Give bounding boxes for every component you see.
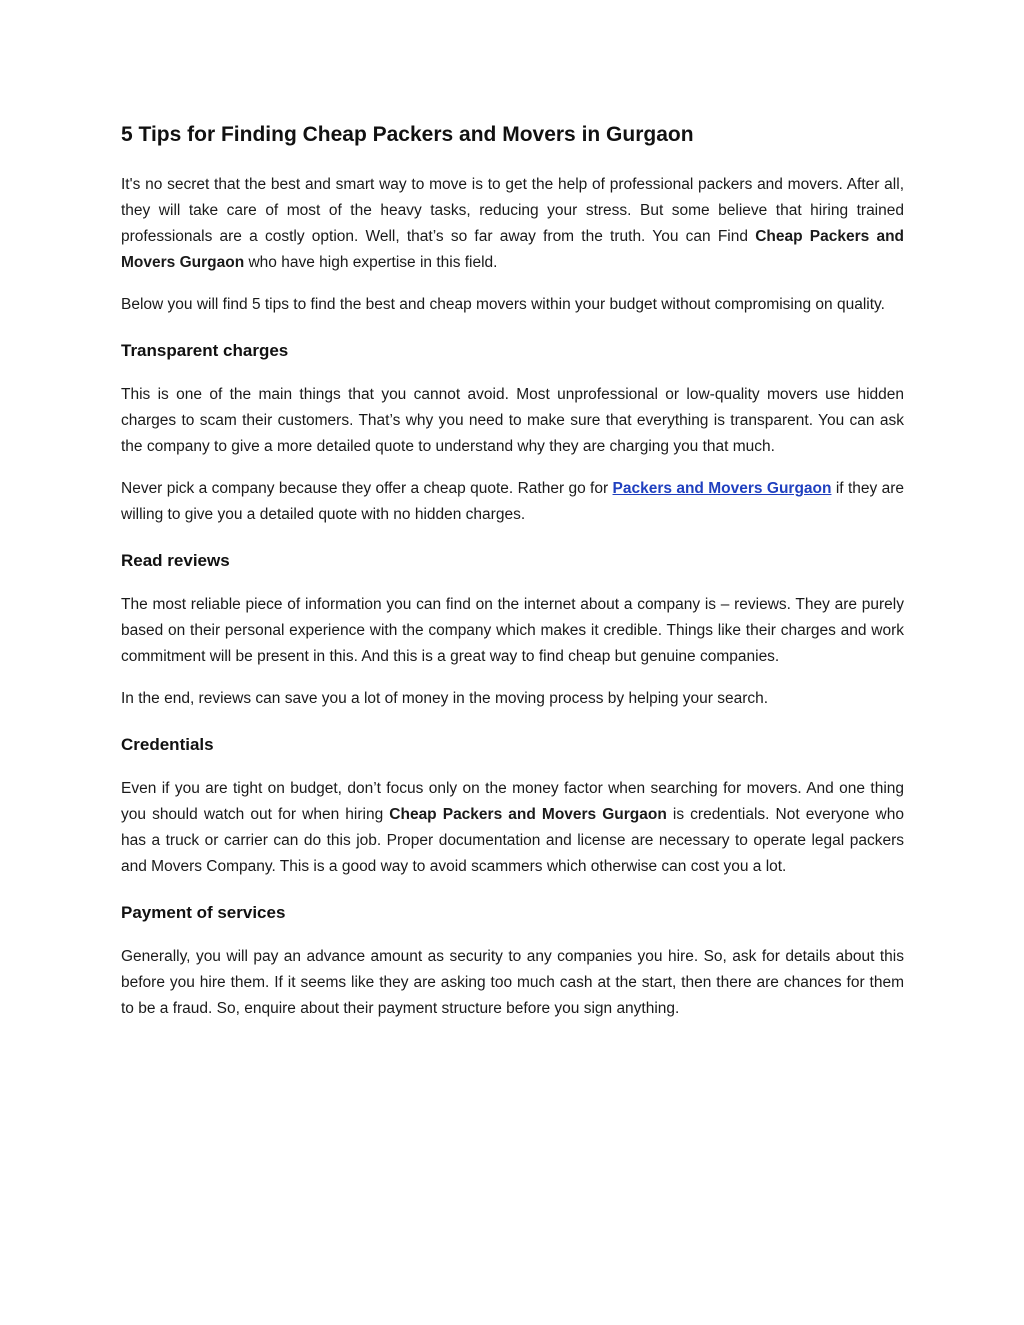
intro-p1-bold-phrase: Cheap Packers and Movers Gurgaon [121,228,905,271]
intro-paragraph-2: Below you will find 5 tips to find the best and cheap movers within your budget without compromising on quality. [121,296,885,313]
section-heading-transparent-charges: Transparent charges [121,341,289,360]
intro-p1-text-after: who have high expertise in this field. [244,254,498,271]
transparent-p2-text-before: Never pick a company because they offer a cheap quote. Rather go for [121,480,613,497]
section-heading-credentials: Credentials [121,735,214,754]
transparent-charges-paragraph-2 [121,476,904,528]
transparent-charges-paragraph-1: This is one of the main things that you cannot avoid. Most unprofessional or low-quality movers use hidden charges to scam their customers. That’s why you need to make sure that everything is transparent. You can ask the company to give a more detailed quote to understand why they are charging you that much. [121,386,904,455]
read-reviews-paragraph-2: In the end, reviews can save you a lot of money in the moving process by helping your search. [121,690,769,707]
credentials-paragraph-1 [121,776,904,880]
credentials-p1-text-after: is credentials. Not everyone who has a truck or carrier can do this job. Proper documentation and license are necessary to operate legal packers and Movers Company. This is a good way to avoid scammers which otherwise can cost you a lot. [121,806,904,875]
payment-of-services-paragraph-1: Generally, you will pay an advance amount as security to any companies you hire. So, ask for details about this before you hire them. If it seems like they are asking too much cash at the start, then there are chances for them to be a fraud. So, enquire about their payment structure before you sign anything. [121,948,904,1017]
credentials-p1-text-before: Even if you are tight on budget, don’t focus only on the money factor when searching for movers. And one thing you should watch out for when hiring [121,780,904,823]
document-title: 5 Tips for Finding Cheap Packers and Movers in Gurgaon [121,123,694,146]
transparent-p2-text-after: if they are willing to give you a detailed quote with no hidden charges. [121,480,905,523]
document-page [121,118,904,1038]
section-heading-payment-of-services: Payment of services [121,903,286,922]
section-heading-read-reviews: Read reviews [121,551,230,570]
intro-p1-text-before: It's no secret that the best and smart way to move is to get the help of professional packers and movers. After all, they will take care of most of the heavy tasks, reducing your stress. But some believe that hiring trained professionals are a costly option. Well, that’s so far away from the truth. You can Find [121,176,904,245]
read-reviews-paragraph-1: The most reliable piece of information you can find on the internet about a company is – reviews. They are purely based on their personal experience with the company which makes it credible. Things like their charges and work commitment will be present in this. And this is a great way to find cheap but genuine companies. [121,596,904,665]
credentials-p1-bold-phrase: Cheap Packers and Movers Gurgaon [389,806,667,823]
intro-paragraph-1 [121,172,904,276]
packers-movers-gurgaon-link[interactable]: Packers and Movers Gurgaon [612,480,832,497]
